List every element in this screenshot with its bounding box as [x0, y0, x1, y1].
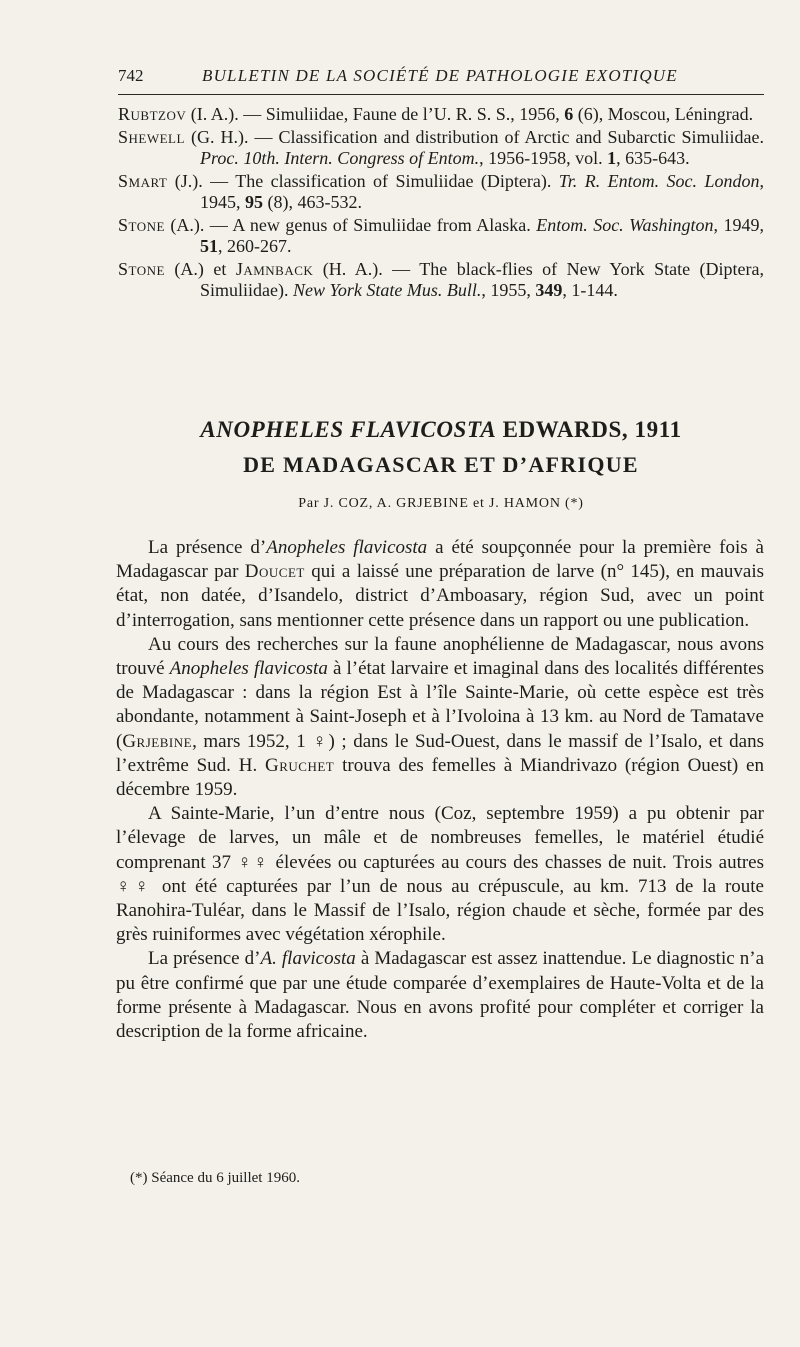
reference-entry	[118, 127, 764, 169]
reference-text: (A.) et	[164, 259, 236, 279]
reference-text: (A.). — A new genus of Simuliidae from Alaska.	[164, 215, 537, 235]
person-name: Grjebine	[122, 730, 193, 752]
reference-year: , 1955,	[481, 280, 536, 300]
reference-year: , 1945,	[200, 171, 764, 212]
article-title-species: ANOPHELES FLAVICOSTA	[200, 417, 497, 442]
paragraph	[116, 536, 764, 633]
reference-text: (J.). — The classification of Simuliidae (Diptera).	[167, 171, 559, 191]
reference-year: , 1949,	[713, 215, 765, 235]
reference-journal: Entom. Soc. Washington	[536, 215, 714, 235]
reference-pages: , 260-267.	[218, 236, 292, 256]
reference-text: (H. A.). — The black-flies of New York State (Diptera, Simuliidae).	[200, 259, 764, 300]
reference-pages: , 635-643.	[616, 148, 690, 168]
paragraph: A Sainte-Marie, l’un d’entre nous (Coz, septembre 1959) a pu obtenir par l’élevage de larves, un mâle et de nombreuses femelles, le matériel étudié comprenant 37 ♀♀ élevées ou capturées au cours des chasses de nuit. Trois autres ♀♀ ont été capturées par l’un de nous au crépuscule, au km. 713 de la route Ranohira-Tuléar, dans le Massif de l’Isalo, région chaude et sèche, formée par des grès ruiniformes avec végétation xérophile.	[116, 803, 764, 946]
article-subtitle: DE MADAGASCAR ET D’AFRIQUE	[243, 452, 639, 477]
text-run: La présence d’	[148, 537, 267, 558]
reference-text: (G. H.). — Classification and distribution of Arctic and Subarctic Simuliidae.	[184, 127, 764, 147]
reference-coauthor: Jamnback	[235, 259, 314, 279]
reference-pages: (6), Moscou, Léningrad.	[573, 104, 754, 124]
species-name: Anopheles flavicosta	[169, 658, 328, 680]
reference-volume: 6	[564, 104, 574, 124]
text-run: La présence d’	[148, 948, 261, 970]
article-byline: Par J. COZ, A. GRJEBINE et J. HAMON (*)	[298, 496, 584, 511]
text-run: à Madagascar est assez inattendue. Le diagnostic n’a pu être confirmé que par une étude comparée d’exemplaires de Haute-Volta et de la forme présente à Madagascar. Nous en avons profité pour compléter et corriger la description de la forme africaine.	[116, 948, 765, 1043]
person-name: Doucet	[244, 561, 305, 583]
text-run: qui a laissé une préparation de larve (n° 145), en mauvais état, non datée, d’Isandelo, district d’Amboasary, région Sud, avec un point d’interrogation, sans mentionner cette présence dans un rapport ou une publication.	[116, 561, 764, 631]
reference-entry	[118, 259, 764, 301]
reference-pages: (8), 463-532.	[263, 192, 362, 212]
article-body	[116, 536, 764, 1044]
text-run: à l’état larvaire et imaginal dans des localités différentes de Madagascar : dans la région Est à l’île Sainte-Marie, où cette espèce est très abondante, notamment à Saint-Joseph et à l’Ivoloina à 13 km. au Nord de Tamatave (	[116, 658, 764, 752]
reference-journal: Proc. 10th. Intern. Congress of Entom.	[200, 148, 480, 168]
reference-author: Stone	[118, 215, 165, 235]
reference-volume: 1	[607, 148, 617, 168]
reference-entry	[118, 215, 764, 257]
article-title	[118, 417, 764, 443]
text-run: trouva des femelles à Miandrivazo (région Ouest) en décembre 1959.	[116, 754, 764, 801]
reference-entry	[118, 171, 764, 213]
footnote: (*) Séance du 6 juillet 1960.	[130, 1170, 300, 1186]
paragraph	[116, 947, 764, 1044]
reference-author: Smart	[118, 171, 168, 191]
text-run: a été soupçonnée pour la première fois à Madagascar par	[116, 537, 764, 583]
species-name: A. flavicosta	[260, 948, 356, 970]
running-header	[118, 64, 764, 95]
text-run: , mars 1952, 1 ♀) ; dans le Sud-Ouest, dans le massif de l’Isalo, et dans l’extrême Sud. H.	[116, 730, 764, 776]
paragraph	[116, 633, 764, 802]
reference-author: Stone	[118, 259, 165, 279]
page-number: 742	[118, 66, 144, 85]
reference-volume: 51	[200, 236, 218, 256]
person-name: Gruchet	[265, 754, 335, 776]
article-title-author-year: EDWARDS, 1911	[496, 417, 682, 442]
reference-text: (I. A.). — Simuliidae, Faune de l’U. R. S. S., 1956,	[186, 104, 565, 124]
reference-pages: , 1-144.	[562, 280, 618, 300]
reference-entry	[118, 104, 764, 125]
reference-journal: Tr. R. Entom. Soc. London	[558, 171, 760, 191]
reference-volume: 349	[535, 280, 563, 300]
running-title: BULLETIN DE LA SOCIÉTÉ DE PATHOLOGIE EXOTIQUE	[202, 66, 678, 85]
species-name: Anopheles flavicosta	[266, 537, 428, 558]
reference-year: , 1956-1958, vol.	[479, 148, 608, 168]
reference-author: Shewell	[118, 127, 185, 147]
text-run: Au cours des recherches sur la faune anophélienne de Madagascar, nous avons trouvé	[116, 633, 764, 680]
reference-journal: New York State Mus. Bull.	[293, 280, 482, 300]
reference-volume: 95	[245, 192, 263, 212]
reference-list	[118, 104, 764, 303]
reference-author: Rubtzov	[118, 104, 187, 124]
